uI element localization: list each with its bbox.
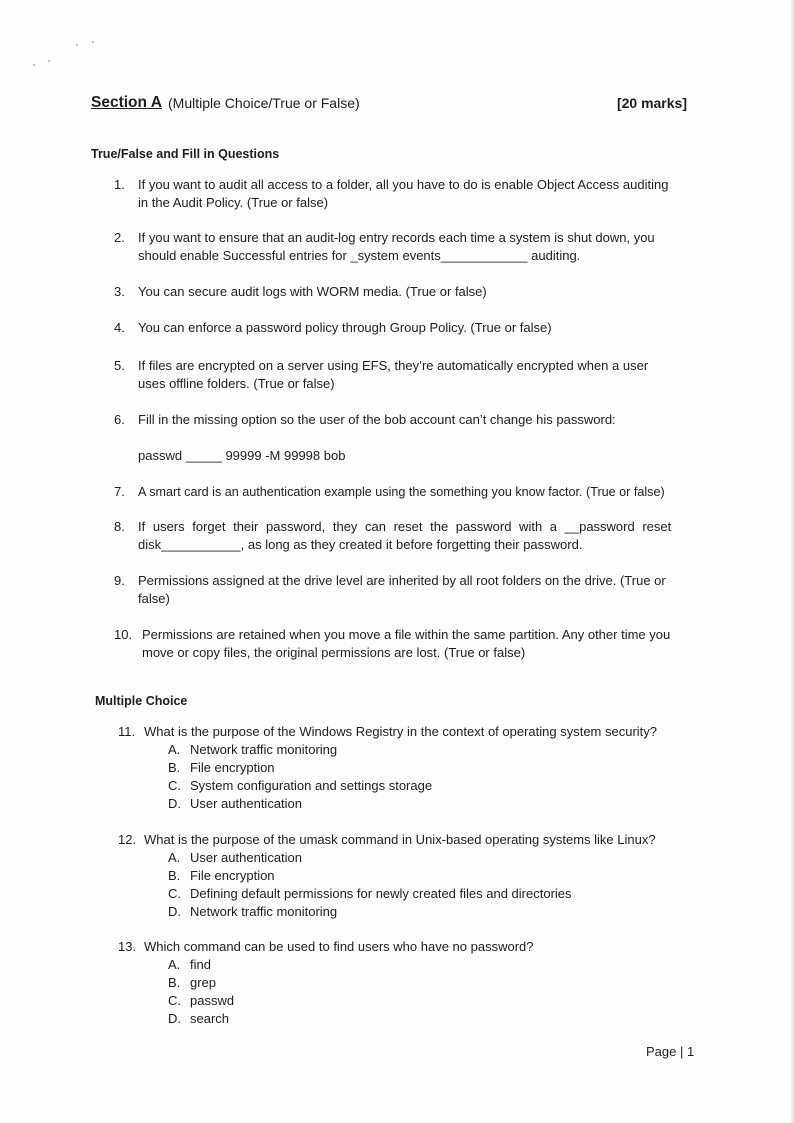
option-letter: A. — [168, 957, 181, 972]
option-text: Network traffic monitoring — [190, 742, 338, 757]
option-text: find — [190, 957, 211, 972]
option-letter: D. — [168, 1011, 181, 1026]
question-number: 10. — [114, 627, 133, 642]
scan-speck — [92, 41, 94, 43]
page-number: Page | 1 — [646, 1044, 695, 1059]
option-letter: A. — [168, 742, 181, 757]
mc-heading: Multiple Choice — [95, 694, 188, 708]
question-line: If you want to ensure that an audit-log entry records each time a system is shut down, you — [138, 230, 655, 245]
question-number: 2. — [114, 230, 125, 245]
question-number: 3. — [114, 284, 125, 299]
question-number: 7. — [114, 484, 125, 499]
option-text: Network traffic monitoring — [190, 904, 338, 919]
question-text — [138, 176, 698, 212]
section-subtitle: (Multiple Choice/True or False) — [168, 95, 360, 111]
question-line: false) — [138, 591, 170, 606]
question-text — [138, 229, 698, 265]
section-marks: [20 marks] — [616, 95, 687, 111]
section-title: Section A — [91, 94, 162, 111]
scan-speck — [76, 44, 78, 46]
scan-speck — [33, 64, 35, 66]
question-text: Which command can be used to find users who have no password? — [144, 939, 534, 954]
option-letter: B. — [168, 760, 181, 775]
question-line: Permissions assigned at the drive level are inherited by all root folders on the drive. (True or — [138, 573, 666, 588]
question-line: A smart card is an authentication example using the something you know factor. (True or false) — [138, 485, 665, 499]
question-line: Permissions are retained when you move a file within the same partition. Any other time you — [142, 627, 671, 642]
question-line: uses offline folders. (True or false) — [138, 376, 335, 391]
question-text — [142, 626, 702, 662]
question-line: If users forget their password, they can reset the password with a __password reset — [138, 519, 672, 534]
option-letter: B. — [168, 868, 181, 883]
question-line: You can enforce a password policy through Group Policy. (True or false) — [138, 320, 552, 335]
question-text — [138, 518, 698, 554]
option-letter: C. — [168, 993, 181, 1008]
option-text: passwd — [190, 993, 235, 1008]
question-text: What is the purpose of the Windows Registry in the context of operating system security? — [144, 724, 658, 739]
question-number: 6. — [114, 412, 125, 427]
question-text — [138, 483, 698, 501]
option-letter: B. — [168, 975, 181, 990]
option-text: File encryption — [190, 760, 275, 775]
question-number: 12. — [118, 832, 137, 847]
option-text: File encryption — [190, 868, 275, 883]
question-line: in the Audit Policy. (True or false) — [138, 195, 329, 210]
question-line: If files are encrypted on a server using EFS, they’re automatically encrypted when a user — [138, 358, 649, 373]
option-letter: C. — [168, 886, 181, 901]
section-header — [91, 94, 687, 118]
command-line: passwd _____ 99999 -M 99998 bob — [138, 448, 346, 463]
question-number: 8. — [114, 519, 125, 534]
scan-speck — [48, 60, 50, 62]
option-text: Defining default permissions for newly created files and directories — [190, 886, 572, 901]
option-letter: C. — [168, 778, 181, 793]
question-line: should enable Successful entries for _system events____________ auditing. — [138, 248, 581, 263]
option-text: User authentication — [190, 796, 303, 811]
question-number: 11. — [118, 724, 136, 739]
question-text — [138, 411, 698, 429]
question-number: 13. — [118, 939, 137, 954]
question-line: If you want to audit all access to a folder, all you have to do is enable Object Access auditing — [138, 177, 669, 192]
option-text: grep — [190, 975, 217, 990]
question-number: 9. — [114, 573, 125, 588]
question-line: move or copy files, the original permissions are lost. (True or false) — [142, 645, 526, 660]
question-number: 4. — [114, 320, 125, 335]
question-text — [138, 319, 698, 337]
question-text — [138, 357, 698, 393]
option-text: search — [190, 1011, 230, 1026]
question-text — [138, 572, 698, 608]
question-line: You can secure audit logs with WORM media. (True or false) — [138, 284, 487, 299]
question-text: What is the purpose of the umask command in Unix-based operating systems like Linux? — [144, 832, 656, 847]
question-number: 5. — [114, 358, 125, 373]
tf-heading: True/False and Fill in Questions — [91, 147, 280, 161]
question-line: Fill in the missing option so the user of the bob account can’t change his password: — [138, 412, 616, 427]
question-text — [138, 283, 698, 301]
option-letter: A. — [168, 850, 181, 865]
question-number: 1. — [114, 177, 125, 192]
option-text: System configuration and settings storage — [190, 778, 433, 793]
option-letter: D. — [168, 796, 181, 811]
option-text: User authentication — [190, 850, 303, 865]
option-letter: D. — [168, 904, 181, 919]
question-line: disk___________, as long as they created it before forgetting their password. — [138, 537, 583, 552]
